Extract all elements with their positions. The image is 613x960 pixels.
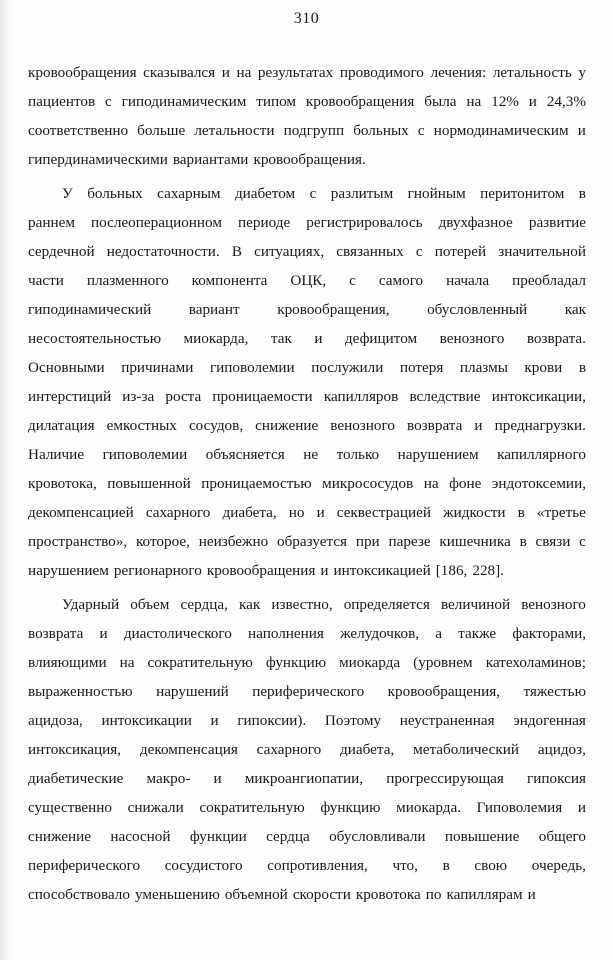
text-line: У больных сахарным диабетом с разлитым гнойным перитонитом в (62, 185, 586, 202)
text-line: интоксикация, декомпенсация сахарного диабета, метаболический ацидоз, (28, 741, 586, 758)
text-line: диабетические макро- и микроангиопатии, прогрессирующая гипоксия (28, 770, 586, 787)
text-line: нарушением регионарного кровообращения и интоксикацией [186, 228]. (28, 562, 504, 579)
text-line: гипердинамическими вариантами кровообращения. (28, 151, 366, 168)
text-line: соответственно больше летальности подгрупп больных с нормодинамическим и (28, 122, 586, 139)
text-line: сердечной недостаточности. В ситуациях, связанных с потерей значительной (28, 243, 586, 260)
text-line: существенно снижали сократительную функцию миокарда. Гиповолемия и (28, 799, 586, 816)
text-line: части плазменного компонента ОЦК, с самого начала преобладал (28, 272, 586, 289)
page-number: 310 (293, 10, 320, 27)
text-line: дилатация емкостных сосудов, снижение венозного возврата и преднагрузки. (28, 417, 586, 434)
text-line: возврата и диастолического наполнения желудочков, а также факторами, (28, 625, 586, 642)
paragraph (28, 179, 586, 585)
paragraph (28, 58, 586, 174)
text-line: Наличие гиповолемии объясняется не только нарушением капиллярного (28, 446, 586, 463)
text-line: кровообращения сказывался и на результатах проводимого лечения: летальность у (28, 64, 586, 81)
text-line: Основными причинами гиповолемии послужили потеря плазмы крови в (28, 359, 586, 376)
text-line: влияющими на сократительную функцию миокарда (уровнем катехоламинов; (28, 654, 586, 671)
text-line: раннем послеоперационном периоде регистрировалось двухфазное развитие (28, 214, 586, 231)
paragraph (28, 590, 586, 909)
text-line: пространство», которое, неизбежно образуется при парезе кишечника в связи с (28, 533, 586, 550)
text-line: периферического сосудистого сопротивления, что, в свою очередь, (28, 857, 586, 874)
body-text (28, 58, 586, 909)
text-line: снижение насосной функции сердца обусловливали повышение общего (28, 828, 586, 845)
text-line: способствовало уменьшению объемной скорости кровотока по капиллярам и (28, 886, 536, 903)
text-line: несостоятельностью миокарда, так и дефицитом венозного возврата. (28, 330, 586, 347)
text-line: ацидоза, интоксикации и гипоксии). Поэтому неустраненная эндогенная (28, 712, 586, 729)
text-line: кровотока, повышенной проницаемостью микрососудов на фоне эндотоксемии, (28, 475, 586, 492)
text-line: интерстиций из-за роста проницаемости капилляров вследствие интоксикации, (28, 388, 586, 405)
text-line: пациентов с гиподинамическим типом кровообращения была на 12% и 24,3% (28, 93, 586, 110)
text-line: гиподинамический вариант кровообращения, обусловленный как (28, 301, 586, 318)
scan-edge-shadow (0, 0, 14, 960)
text-line: выраженностью нарушений периферического кровообращения, тяжестью (28, 683, 586, 700)
text-line: декомпенсацией сахарного диабета, но и секвестрацией жидкости в «третье (28, 504, 586, 521)
text-line: Ударный объем сердца, как известно, определяется величиной венозного (62, 596, 586, 613)
